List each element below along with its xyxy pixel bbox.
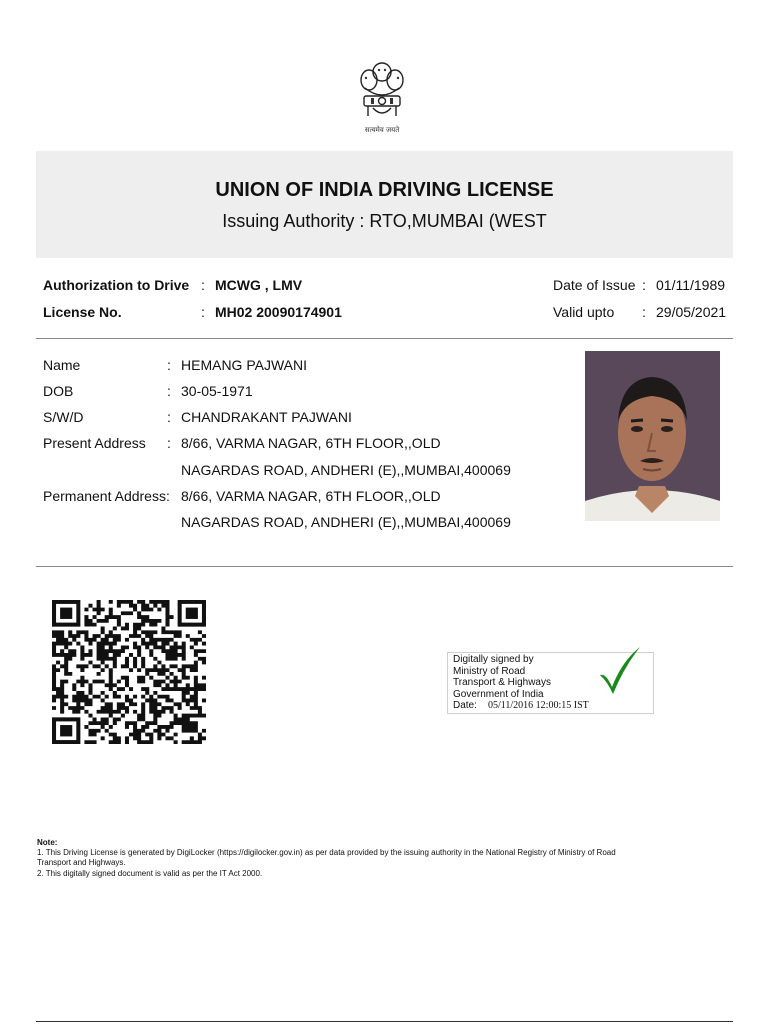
signature-line: Digitally signed by [453, 654, 534, 665]
note-line: 2. This digitally signed document is valid as per the IT Act 2000. [37, 869, 263, 878]
present-address-label: Present Address [43, 435, 146, 451]
swd-label: S/W/D [43, 409, 84, 425]
bottom-rule [36, 1021, 733, 1022]
dob-label: DOB [43, 383, 74, 399]
signature-line: Government of India [453, 689, 544, 700]
permanent-address-line1: 8/66, VARMA NAGAR, 6TH FLOOR,,OLD [181, 488, 441, 504]
name-value: HEMANG PAJWANI [181, 357, 308, 373]
date-issue-label: Date of Issue [553, 277, 636, 293]
valid-upto-label: Valid upto [553, 304, 615, 320]
title-banner [36, 151, 733, 258]
note-line: 1. This Driving License is generated by DigiLocker (https://digilocker.gov.in) as per data provided by the issuing authority in the National Registry of Ministry of Road [37, 848, 616, 857]
present-address-line1: 8/66, VARMA NAGAR, 6TH FLOOR,,OLD [181, 435, 441, 451]
document-title: UNION OF INDIA DRIVING LICENSE [215, 179, 554, 201]
colon: : [642, 304, 646, 320]
signature-line: Transport & Highways [453, 677, 551, 688]
colon: : [201, 304, 205, 320]
authorization-value: MCWG , LMV [215, 277, 303, 293]
license-no-label: License No. [43, 304, 122, 320]
divider [36, 566, 733, 567]
license-no-value: MH02 20090174901 [215, 304, 342, 320]
dob-value: 30-05-1971 [181, 383, 253, 399]
name-label: Name [43, 357, 81, 373]
colon: : [201, 277, 205, 293]
digital-signature-box [447, 652, 654, 714]
checkmark-icon [598, 647, 642, 697]
permanent-address-line2: NAGARDAS ROAD, ANDHERI (E),,MUMBAI,400069 [181, 514, 511, 530]
colon: : [167, 383, 171, 399]
colon: : [167, 409, 171, 425]
colon: : [167, 435, 171, 451]
signature-line: Ministry of Road [453, 666, 526, 677]
note-line: Transport and Highways. [37, 858, 126, 867]
note-title: Note: [37, 838, 58, 847]
issuing-authority: Issuing Authority : RTO,MUMBAI (WEST [222, 211, 547, 231]
authorization-label: Authorization to Drive [43, 277, 190, 293]
signature-date-value: 05/11/2016 12:00:15 IST [488, 700, 589, 711]
signature-date-label: Date: [453, 700, 477, 711]
date-issue-value: 01/11/1989 [656, 277, 726, 293]
qr-code-icon [52, 600, 206, 744]
swd-value: CHANDRAKANT PAJWANI [181, 409, 352, 425]
colon: : [167, 357, 171, 373]
valid-upto-value: 29/05/2021 [656, 304, 727, 320]
present-address-line2: NAGARDAS ROAD, ANDHERI (E),,MUMBAI,400069 [181, 462, 511, 478]
holder-photo [585, 351, 720, 521]
colon: : [642, 277, 646, 293]
divider [36, 338, 733, 339]
permanent-address-label: Permanent Address: [43, 488, 170, 504]
emblem-motto: सत्यमेव जयते [364, 126, 400, 134]
